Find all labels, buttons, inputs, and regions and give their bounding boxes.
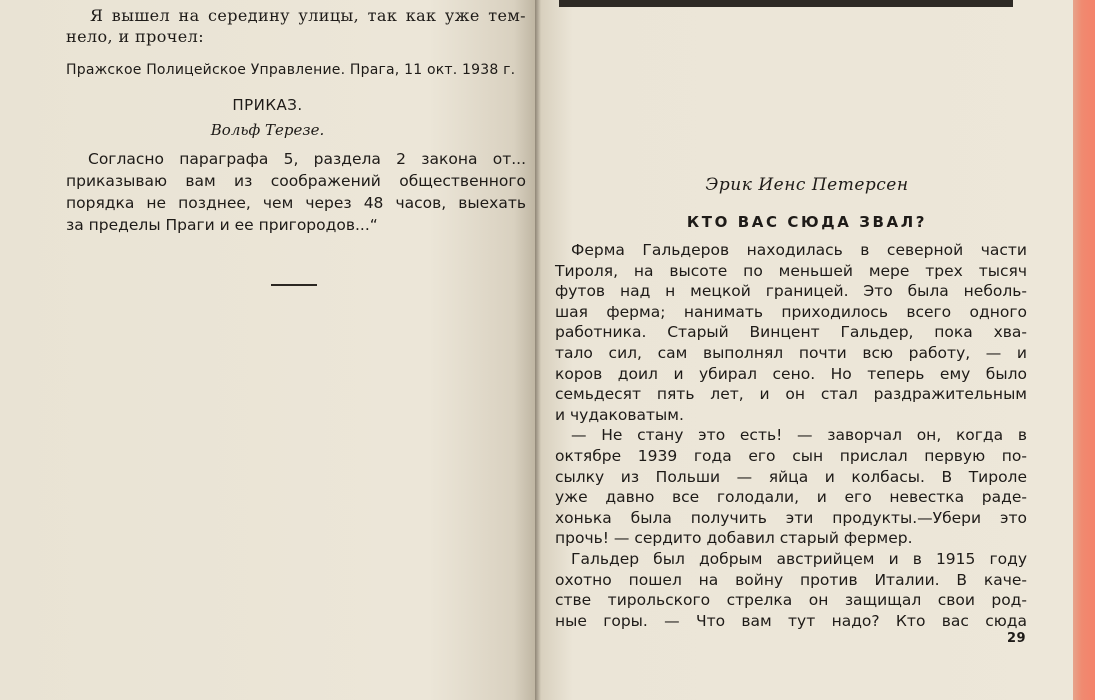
order-line: порядка не позднее, чем через 48 часов, выехать bbox=[66, 194, 526, 212]
order-body bbox=[66, 148, 526, 236]
intro-paragraph bbox=[66, 5, 526, 47]
order-header: Пражское Полицейское Управление. Прага, 11 окт. 1938 г. bbox=[66, 62, 516, 78]
order-line: приказываю вам из соображений общественного bbox=[66, 172, 526, 190]
story-line: футов над н мецкой границей. Это была неболь- bbox=[555, 282, 1027, 301]
story-line: прочь! — сердито добавил старый фермер. bbox=[555, 529, 913, 548]
story-line: и чудаковатым. bbox=[555, 405, 684, 424]
author-name: Эрик Иенс Петерсен bbox=[705, 175, 909, 195]
story-line: коров доил и убирал сено. Но теперь ему было bbox=[555, 364, 1027, 383]
story-line: октябре 1939 года его сын прислал первую по- bbox=[555, 446, 1027, 465]
story-line: сылку из Польши — яйца и колбасы. В Тироле bbox=[555, 467, 1027, 486]
story-line: стве тирольского стрелка он защищал свои род- bbox=[555, 591, 1027, 610]
story-line: Гальдер был добрым австрийцем и в 1915 году bbox=[571, 549, 1027, 568]
story-line: Тироля, на высоте по меньшей мере трех тысяч bbox=[555, 261, 1027, 280]
story-line: Ферма Гальдеров находилась в северной части bbox=[571, 241, 1027, 259]
story-text bbox=[555, 240, 1027, 631]
story-line: ные горы. — Что вам тут надо? Кто вас сюда bbox=[555, 611, 1027, 630]
intro-line: нело, и прочел: bbox=[66, 27, 204, 46]
order-addressee: Вольф Терезе. bbox=[210, 121, 325, 139]
story-line: — Не стану это есть! — заворчал он, когда в bbox=[571, 426, 1027, 445]
right-page bbox=[541, 0, 1073, 700]
story-title: КТО ВАС СЮДА ЗВАЛ? bbox=[686, 213, 928, 231]
book-edge bbox=[1073, 0, 1095, 700]
story-line: семьдесят пять лет, и он стал раздражительным bbox=[555, 385, 1027, 404]
left-page bbox=[0, 0, 535, 700]
story-line: хонька была получить эти продукты.—Убери это bbox=[555, 508, 1027, 527]
story-line: работника. Старый Винцент Гальдер, пока хва- bbox=[555, 323, 1027, 342]
story-line: охотно пошел на войну против Италии. В каче- bbox=[555, 570, 1027, 589]
story-line: тало сил, сам выполнял почти всю работу, — и bbox=[555, 343, 1027, 362]
page-number: 29 bbox=[1007, 631, 1027, 646]
order-title: ПРИКАЗ. bbox=[232, 96, 303, 114]
order-line: Согласно параграфа 5, раздела 2 закона от... bbox=[88, 150, 526, 168]
top-rule bbox=[559, 0, 1013, 7]
intro-line: Я вышел на середину улицы, так как уже тем- bbox=[90, 6, 526, 25]
section-divider bbox=[271, 284, 317, 286]
story-line: уже давно все голодали, и его невестка раде- bbox=[555, 488, 1027, 507]
story-line: шая ферма; нанимать приходилось всего одного bbox=[555, 302, 1027, 321]
order-line: за пределы Праги и ее пригородов...“ bbox=[66, 216, 378, 234]
